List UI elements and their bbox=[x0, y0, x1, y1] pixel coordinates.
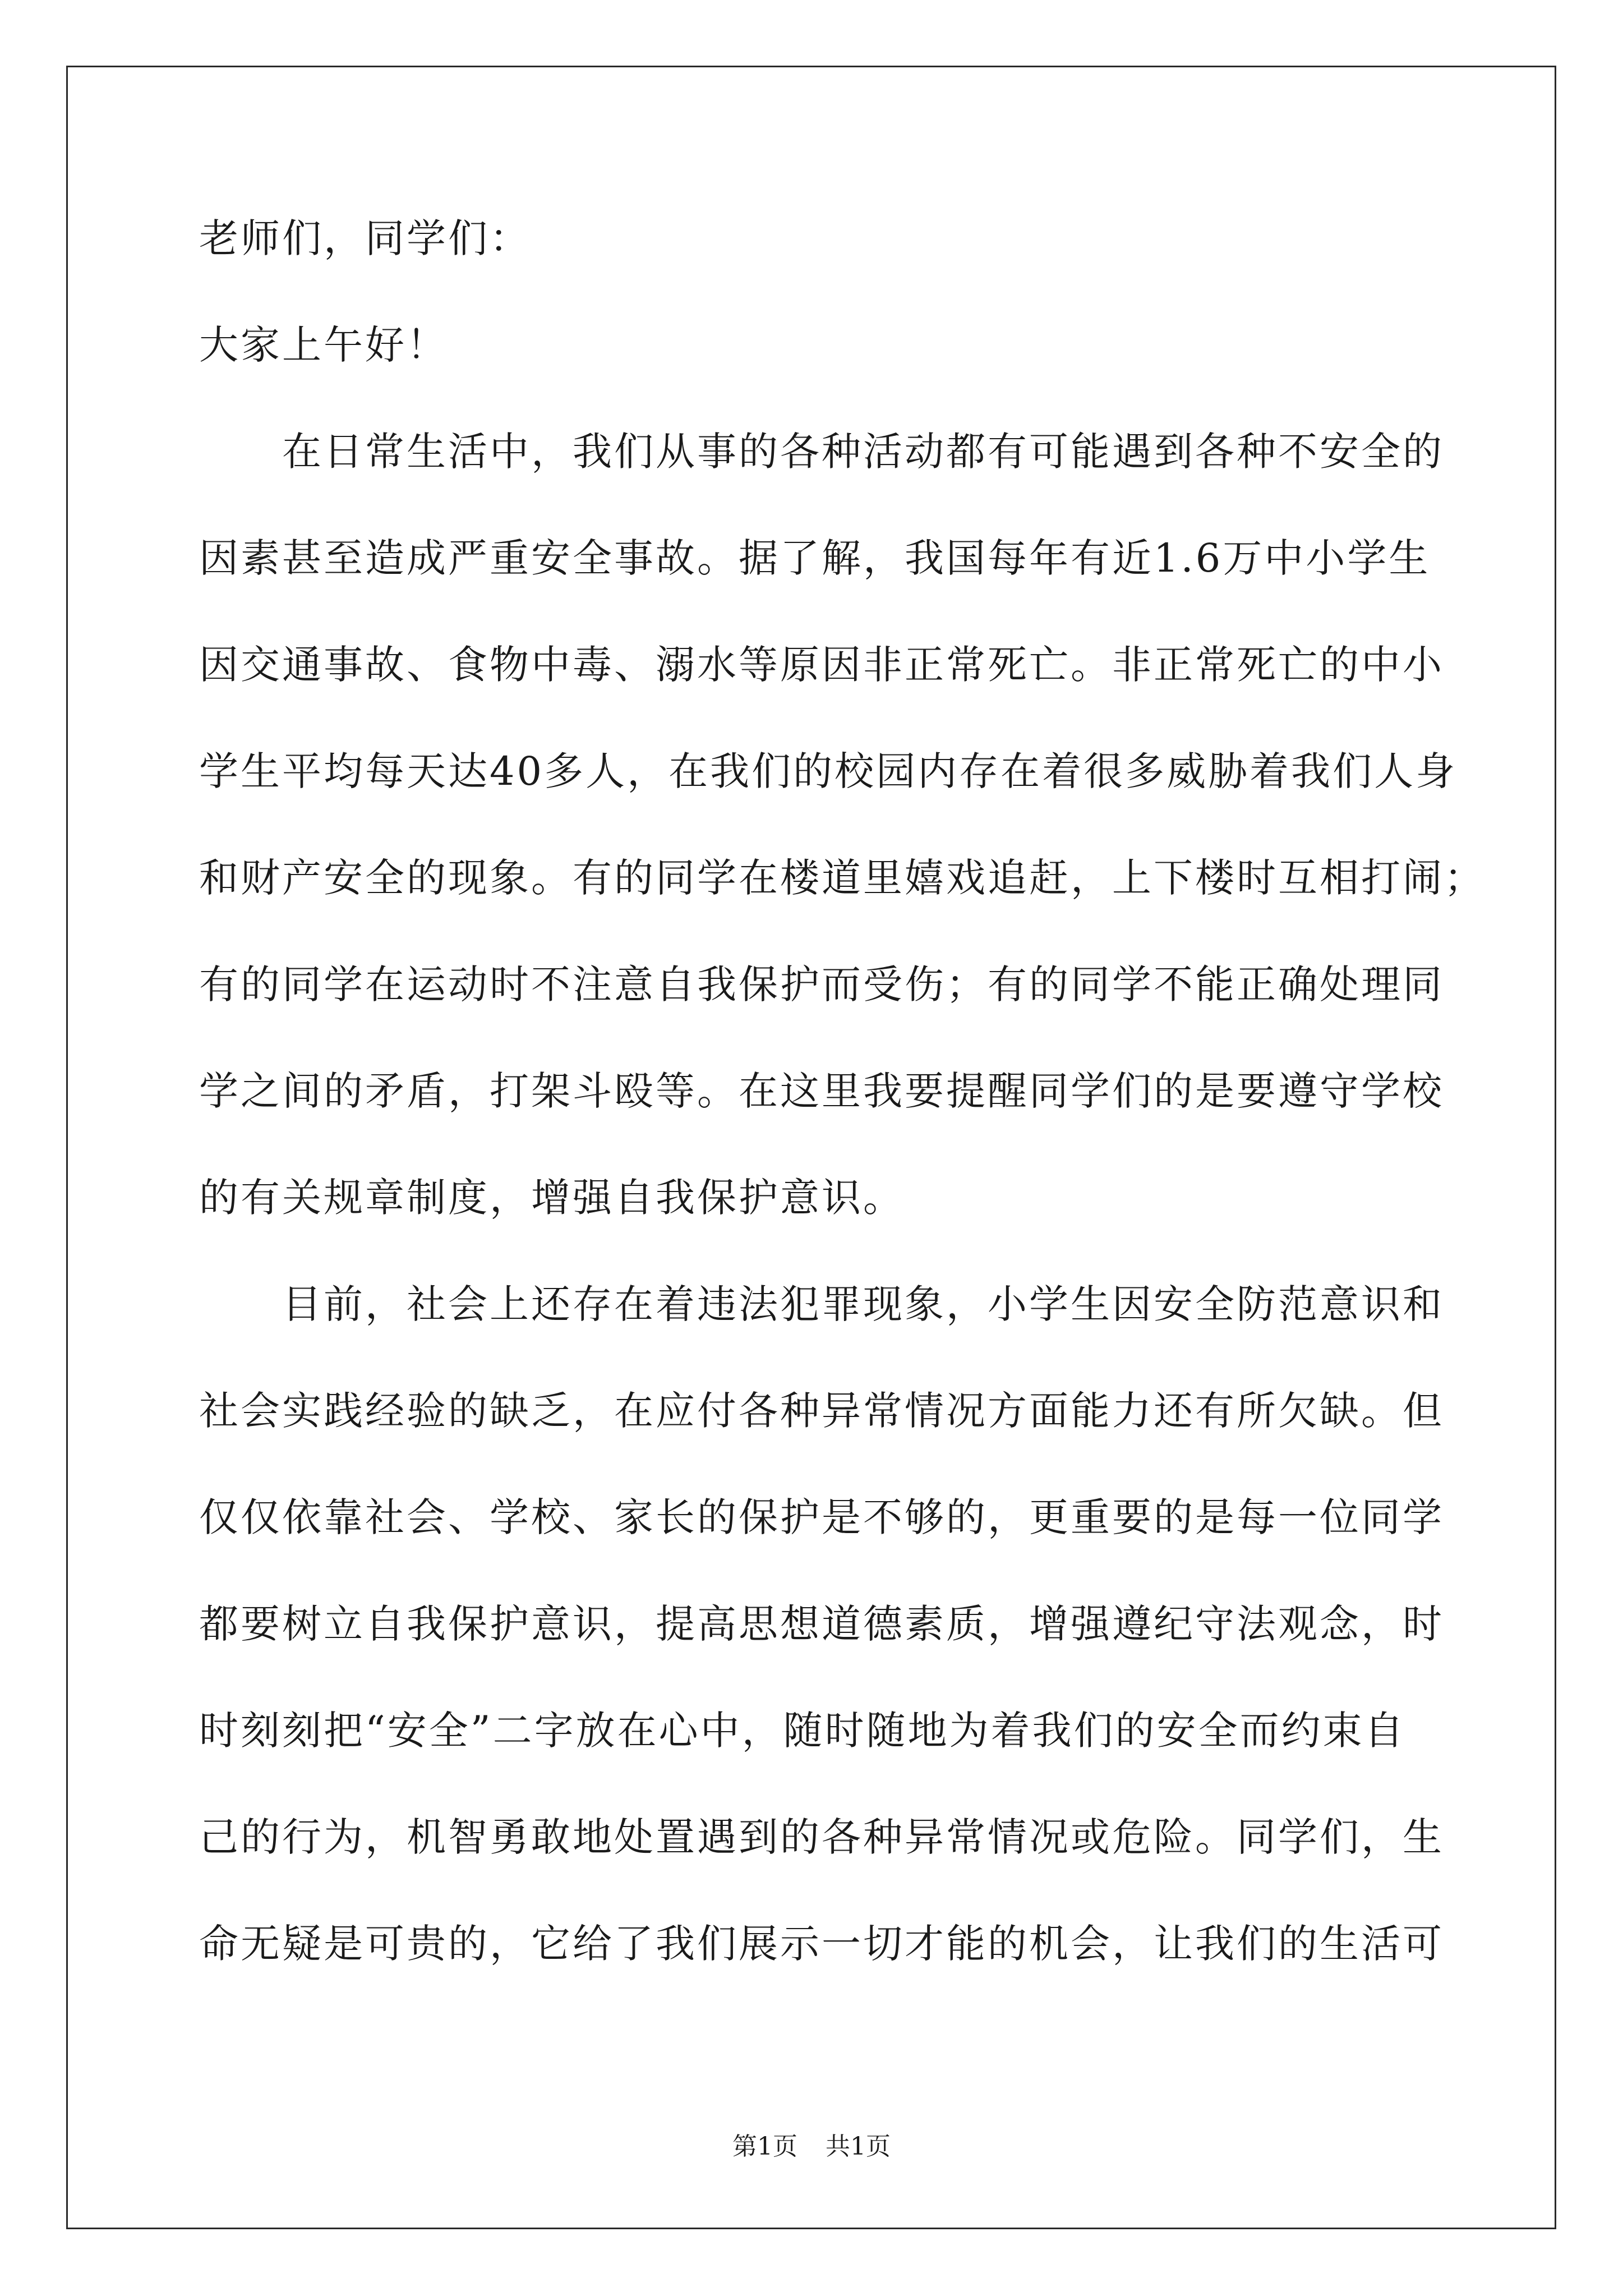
page-total: 共1页 bbox=[826, 2132, 891, 2161]
paragraph-line: 都要树立自我保护意识，提高思想道德素质，增强遵纪守法观念，时 bbox=[199, 1601, 1444, 1647]
paragraph-self-protection bbox=[199, 1278, 1444, 1971]
salutation-line: 大家上午好！ bbox=[199, 322, 448, 368]
paragraph-line: 时刻刻把“安全”二字放在心中，随时随地为着我们的安全而约束自 bbox=[199, 1708, 1406, 1754]
greeting-line: 老师们，同学们： bbox=[199, 215, 531, 261]
page-footer bbox=[0, 2130, 1623, 2164]
paragraph-line: 目前，社会上还存在着违法犯罪现象，小学生因安全防范意识和 bbox=[199, 1281, 1444, 1327]
paragraph-line: 在日常生活中，我们从事的各种活动都有可能遇到各种不安全的 bbox=[199, 429, 1444, 475]
paragraph-line: 学生平均每天达40多人，在我们的校园内存在着很多威胁着我们人身 bbox=[199, 748, 1458, 794]
paragraph-line: 学之间的矛盾，打架斗殴等。在这里我要提醒同学们的是要遵守学校 bbox=[199, 1068, 1444, 1114]
paragraph-safety-incidents bbox=[199, 425, 1486, 1278]
page-number: 第1页 bbox=[732, 2132, 797, 2161]
document-body bbox=[199, 212, 1486, 1971]
paragraph-line: 社会实践经验的缺乏，在应付各种异常情况方面能力还有所欠缺。但 bbox=[199, 1388, 1444, 1434]
paragraph-line: 的有关规章制度，增强自我保护意识。 bbox=[199, 1175, 905, 1221]
paragraph-line: 因交通事故、食物中毒、溺水等原因非正常死亡。非正常死亡的中小 bbox=[199, 642, 1444, 688]
paragraph-line: 仅仅依靠社会、学校、家长的保护是不够的，更重要的是每一位同学 bbox=[199, 1494, 1444, 1540]
paragraph-line: 有的同学在运动时不注意自我保护而受伤；有的同学不能正确处理同 bbox=[199, 961, 1444, 1007]
paragraph-line: 己的行为，机智勇敢地处置遇到的各种异常情况或危险。同学们，生 bbox=[199, 1814, 1444, 1860]
paragraph-line: 因素甚至造成严重安全事故。据了解，我国每年有近1.6万中小学生 bbox=[199, 535, 1431, 581]
paragraph-line: 和财产安全的现象。有的同学在楼道里嬉戏追赶，上下楼时互相打闹； bbox=[199, 855, 1486, 901]
paragraph-line: 命无疑是可贵的，它给了我们展示一切才能的机会，让我们的生活可 bbox=[199, 1921, 1444, 1967]
